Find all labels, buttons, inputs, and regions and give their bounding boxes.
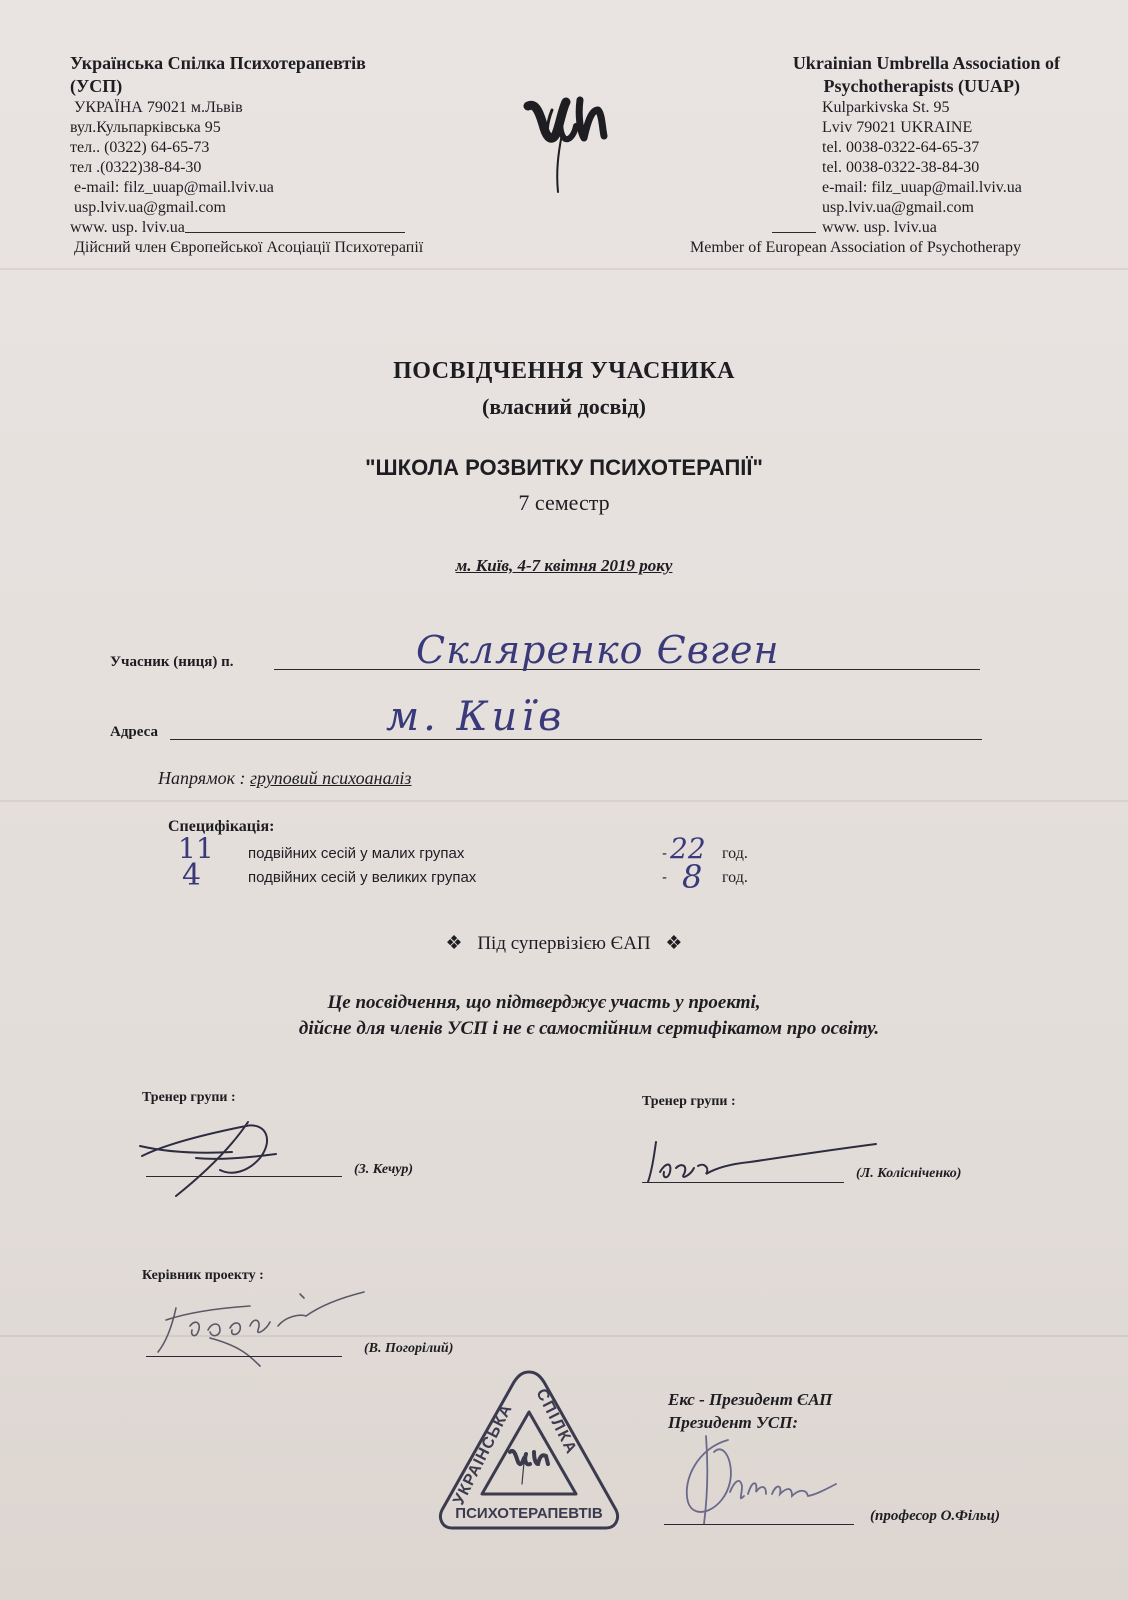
spec-dash: - (662, 845, 667, 862)
phone: тел.. (0322) 64-65-73 (70, 139, 210, 156)
usp-logo-icon (522, 80, 614, 198)
document-subtitle: (власний досвід) (482, 394, 646, 419)
trainer-left-signature-icon (136, 1110, 336, 1200)
participant-label: Учасник (ниця) п. (110, 654, 234, 670)
spec-unit: год. (722, 869, 748, 886)
email: usp.lviv.ua@gmail.com (74, 199, 226, 216)
president-title: Екс - Президент ЄАП Президент УСП: (668, 1390, 833, 1432)
org-name-en: Psychotherapists (UUAP) (823, 76, 1020, 96)
header-left (70, 52, 470, 258)
direction (158, 768, 411, 789)
supervision: ❖ Під супервізією ЄАП ❖ (445, 933, 683, 954)
signature-line (146, 1356, 342, 1357)
trainer-label-left: Тренер групи : (142, 1090, 236, 1105)
participant-name-handwritten: Скляренко Євген (416, 628, 780, 672)
specification-title: Специфікація: (168, 818, 275, 835)
diamond-bullet-icon: ❖ (445, 933, 463, 954)
membership: Member of European Association of Psychotherapy (690, 239, 1022, 256)
header-right (690, 52, 1060, 258)
place-date: м. Київ, 4-7 квітня 2019 року (455, 556, 673, 575)
org-name-en: Ukrainian Umbrella Association of (792, 53, 1060, 73)
diamond-bullet-icon: ❖ (665, 933, 683, 954)
signature-line (642, 1182, 844, 1183)
email: e-mail: filz_uuap@mail.lviv.ua (822, 179, 1022, 196)
signature-line (146, 1176, 342, 1177)
paper-fold (0, 268, 1128, 270)
spec-dash: - (662, 869, 667, 886)
president-signature-icon (668, 1432, 858, 1532)
direction-value: груповий психоаналіз (250, 768, 412, 788)
validity-notice: Це посвідчення, що підтверджує участь у проекті, дійсне для членів УСП і не є самостійним сертифікатом про освіту. (298, 992, 880, 1039)
semester: 7 семестр (518, 490, 610, 515)
website: www. usp. lviv.ua (70, 218, 470, 238)
address-line: Kulparkivska St. 95 (822, 99, 950, 116)
address-line: вул.Кульпарківська 95 (70, 119, 221, 136)
project-lead-name: (В. Погорілий) (364, 1341, 454, 1356)
organization-stamp-icon (436, 1368, 622, 1540)
membership: Дійсний член Європейської Асоціації Психотерапії (74, 239, 424, 256)
spec-count-handwritten: 4 (182, 858, 202, 893)
stamp-text-right: СПІЛКА (532, 1386, 581, 1459)
school-name: "ШКОЛА РОЗВИТКУ ПСИХОТЕРАПІЇ" (365, 455, 763, 480)
trainer-label-right: Тренер групи : (642, 1094, 736, 1109)
address-line: УКРАЇНА 79021 м.Львів (74, 99, 243, 116)
stamp-text-left: УКРАЇНСЬКА (450, 1401, 516, 1508)
email: e-mail: filz_uuap@mail.lviv.ua (74, 179, 274, 196)
email: usp.lviv.ua@gmail.com (822, 199, 974, 216)
project-lead-label: Керівник проекту : (142, 1268, 264, 1283)
address-line (170, 739, 982, 740)
spec-row-text: подвійних сесій у великих групах (248, 869, 477, 886)
address-label: Адреса (110, 724, 158, 740)
spec-unit: год. (722, 845, 748, 862)
phone: тел .(0322)38-84-30 (70, 159, 202, 176)
svg-text:СПІЛКА (532, 1386, 580, 1458)
trainer-right-name: (Л. Колісніченко) (856, 1166, 962, 1181)
address-handwritten: м. Київ (386, 694, 566, 740)
trainer-right-signature-icon (640, 1132, 880, 1192)
document-title: ПОСВІДЧЕННЯ УЧАСНИКА (393, 358, 735, 384)
trainer-left-name: (З. Кечур) (354, 1162, 414, 1177)
org-name-ua: Українська Спілка Психотерапевтів (70, 53, 366, 73)
spec-hours-handwritten: 8 (682, 858, 703, 896)
address-line: Lviv 79021 UKRAINE (822, 119, 973, 136)
spec-count-handwritten: 11 (178, 832, 214, 865)
website: www. usp. lviv.ua (690, 218, 1060, 238)
stamp-text-bottom: ПСИХОТЕРАПЕВТІВ (455, 1505, 603, 1522)
phone: tel. 0038-0322-64-65-37 (822, 139, 980, 156)
project-lead-signature-icon (150, 1286, 410, 1376)
spec-hours-handwritten: 22 (670, 832, 706, 865)
signature-line (664, 1524, 854, 1525)
direction-label: Напрямок : (158, 768, 246, 788)
president-name: (професор О.Фільц) (870, 1508, 1000, 1524)
spec-row-text: подвійних сесій у малих групах (248, 845, 465, 862)
phone: tel. 0038-0322-38-84-30 (822, 159, 980, 176)
paper-fold (0, 800, 1128, 802)
org-abbr-ua: (УСП) (70, 76, 123, 96)
